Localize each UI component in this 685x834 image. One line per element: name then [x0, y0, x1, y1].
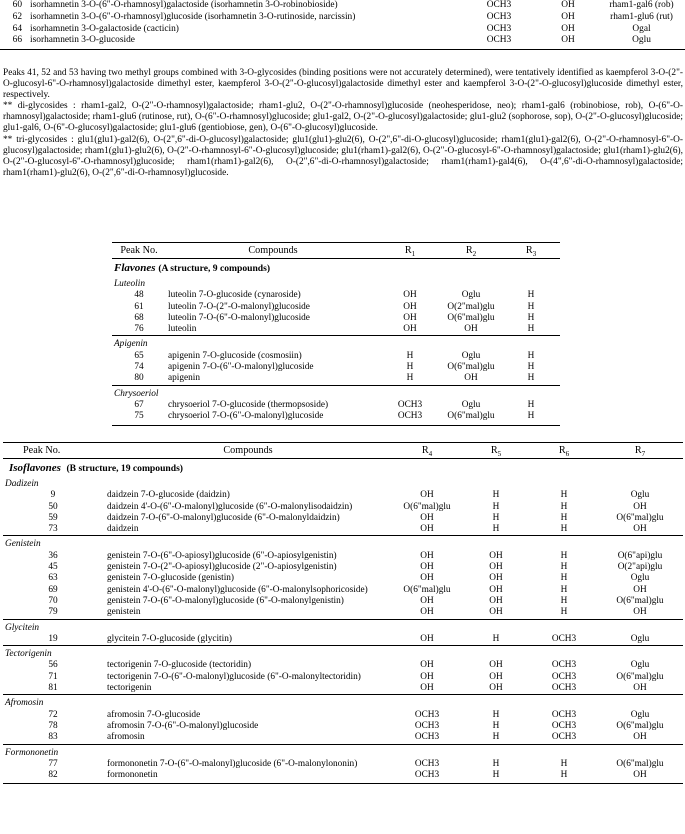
table-row [112, 400, 560, 411]
r4-value: OH [420, 660, 434, 671]
r7-value: OH [633, 732, 647, 743]
r3-value: H [527, 362, 535, 373]
r2-value: O(6"mal)glu [447, 362, 495, 373]
table-row [3, 524, 683, 536]
r5-value: OH [489, 595, 503, 606]
col-header-r1: $R_1$ [380, 243, 440, 259]
r3-value: H [527, 350, 535, 361]
compound-name: genistein 7-O-(6"-O-apiosyl)glucoside (6"-O-apiosylgenistin) [107, 550, 337, 561]
table-row [112, 362, 560, 373]
r7-value: O(6"mal)glu [616, 512, 664, 523]
group-row [3, 646, 683, 661]
peak-no: 65 [134, 350, 144, 361]
group-label: Dadizein [5, 479, 39, 489]
r5-value: OH [489, 671, 503, 682]
col-header-r2: $R_2$ [440, 243, 502, 259]
r5-value: H [492, 501, 500, 512]
compound-name: isorhamnetin 3-O-(6"-O-rhamnosyl)glucoside (isorhamnetin 3-O-rutinoside, narcissin) [30, 11, 356, 22]
compound-name: luteolin 7-O-(6"-O-malonyl)glucoside [168, 312, 310, 323]
r6-value: OCH3 [551, 683, 577, 694]
compound-name: afromosin 7-O-(6"-O-malonyl)glucoside [107, 720, 259, 731]
table-title-row [112, 259, 560, 277]
peak-no: 9 [50, 490, 56, 501]
peak-no: 19 [48, 633, 58, 644]
compound-name: daidzein 7-O-(6"-O-malonyl)glucoside (6"-O-malonyldaidzin) [107, 512, 340, 523]
peak-no: 63 [48, 573, 58, 584]
r7-value: OH [633, 683, 647, 694]
r6-value: H [560, 490, 568, 501]
r5-value: OH [489, 550, 503, 561]
compound-name: formononetin [103, 770, 393, 784]
table-row [0, 35, 685, 49]
r7-value: O(6"mal)glu [616, 595, 664, 606]
col-header-r7: $R_7$ [597, 443, 683, 459]
compound-name: genistein 7-O-glucoside (genistin) [107, 573, 235, 584]
r1-value: OCH3 [486, 0, 512, 10]
peak-no: 83 [48, 732, 58, 743]
r4-value: OCH3 [414, 709, 440, 720]
r4-value: OH [420, 683, 434, 694]
group-label: Afromosin [3, 695, 683, 710]
r1-value: OH [403, 290, 417, 301]
r6-value: H [560, 550, 568, 561]
table-row [0, 12, 685, 24]
table-row [112, 351, 560, 362]
r7-value: OH [633, 607, 647, 618]
r6-value: H [560, 524, 568, 535]
group-row [3, 744, 683, 759]
r7-value: O(6"mal)glu [616, 758, 664, 769]
di-glycosides-note: ** di-glycosides : rham1-gal2, O-(2"-O-rhamnosyl)galactoside; rham1-glu2, O-(2"-O-rhamnosyl)glucoside (neohesperidose, neo); rham1-gal6 (robinobiose, rob), O-(6"-O-rhamnosyl)galactoside; rham1-glu6 (rutinose, rut), O-(6"-O-rhamnosyl)glucoside; glu1-gal2, O-(2"-O-glucosyl)galactoside; glu1-glu2 (sophorose, sop), O-(2"-O-glucosyl)glucoside; glu1-gal6, O-(6"-O-glucosyl)galactoside; glu1-glu6 (gentiobiose, gen), O-(6"-O-glucosyl)glucoside. [3, 101, 683, 134]
compound-name: daidzein 7-O-glucoside (daidzin) [107, 490, 230, 501]
r4-value: OH [420, 595, 434, 606]
r3-value: rham1-glu6 (rut) [610, 11, 673, 22]
r6-value: OCH3 [551, 732, 577, 743]
r1-value: OCH3 [460, 35, 538, 49]
r4-value: OH [420, 671, 434, 682]
table-row [3, 660, 683, 671]
r6-value: OCH3 [551, 671, 577, 682]
col-header-compounds: Compounds [166, 243, 380, 259]
r1-value: OCH3 [380, 411, 440, 425]
isoflavones-table [3, 442, 683, 784]
r1-value: OH [403, 301, 417, 312]
r5-value: H [492, 709, 500, 720]
peak-no: 79 [48, 607, 58, 618]
compound-name: tectorigenin 7-O-glucoside (tectoridin) [107, 660, 252, 671]
peak-no: 82 [3, 770, 103, 784]
r3-value: H [527, 301, 535, 312]
peak-no: 77 [48, 758, 58, 769]
peak-no: 70 [48, 595, 58, 606]
r4-value: OCH3 [414, 720, 440, 731]
compound-name: isorhamnetin 3-O-glucoside [28, 35, 460, 49]
tri-glycosides-note: ** tri-glycosides : glu1(glu1)-gal2(6), O-(2",6"-di-O-glucosyl)galactoside; glu1(glu1)-glu2(6), O-(2",6"-di-O-glucosyl)glucoside; rham1(glu1)-gal2(6), O-(2"-O-rhamnosyl-6"-O-glucosyl)galactoside; rham1(glu1)-glu2(6), O-(2"-O-rhamnosyl-6"-O-glucosyl)glucoside; glu1(rham1)-gal2(6), O-(2"-O-glucosyl-6"-O-rhamnosyl)galactoside; glu1(rham1)-glu2(6), O-(2"-O-glucosyl-6"-O-rhamnosyl)glucoside; rham1(rham1)-gal2(6), O-(2",6"-di-O-rhamnosyl)galactoside; rham1(rham1)-gal4(6), O-(4",6"-di-O-rhamnosyl)galactoside; rham1(rham1)-glu2(6), O-(2",6"-di-O-rhamnosyl)glucoside. [3, 134, 683, 178]
group-label: Formononetin [3, 744, 683, 759]
col-header-peak: Peak No. [3, 443, 103, 459]
table-row [112, 313, 560, 324]
r7-value: Oglu [630, 573, 650, 584]
r3-value: H [527, 312, 535, 323]
table-row [3, 770, 683, 784]
peak-no: 45 [48, 562, 58, 573]
r7-value: OH [633, 584, 647, 595]
r4-value: O(6"mal)glu [403, 584, 451, 595]
r3-value: H [527, 373, 535, 384]
r6-value: OCH3 [551, 720, 577, 731]
r5-value: OH [489, 562, 503, 573]
peak-no: 67 [134, 399, 144, 410]
r2-value: Oglu [461, 399, 481, 410]
r2-value: OH [561, 23, 575, 34]
r1-value: OCH3 [397, 399, 423, 410]
r5-value: OH [489, 584, 503, 595]
compound-name: afromosin [107, 732, 145, 743]
compound-name: luteolin [168, 324, 197, 335]
peak-no: 81 [48, 683, 58, 694]
r5-value: H [492, 512, 500, 523]
r6-value: H [560, 501, 568, 512]
r5-value: OH [489, 683, 503, 694]
group-row [112, 385, 560, 400]
r6-value: H [560, 758, 568, 769]
group-label: Glycitein [3, 619, 683, 634]
r4-value: OH [420, 633, 434, 644]
r6-value: H [560, 573, 568, 584]
compound-name: genistein 4'-O-(6"-O-malonyl)glucoside (6"-O-malonylsophoricoside) [107, 584, 368, 595]
r2-value: OH [538, 35, 598, 49]
table-header-row [112, 243, 560, 259]
peak-no: 60 [12, 0, 22, 10]
table-row [3, 573, 683, 584]
r7-value: O(6"api)glu [617, 550, 663, 561]
peak-no: 78 [48, 720, 58, 731]
r1-value: OCH3 [486, 11, 512, 22]
table-row [0, 0, 685, 12]
compound-name: apigenin 7-O-glucoside (cosmosiin) [168, 350, 302, 361]
peak-no: 80 [134, 373, 144, 384]
compound-name: genistein [107, 607, 141, 618]
r5-value: H [461, 770, 531, 784]
r4-value: OH [420, 607, 434, 618]
r1-value: H [406, 373, 414, 384]
r2-value: Oglu [461, 350, 481, 361]
table-row [3, 562, 683, 573]
r4-value: O(6"mal)glu [403, 501, 451, 512]
r7-value: Oglu [630, 660, 650, 671]
group-label: Genistein [3, 536, 683, 551]
r3-value: H [502, 411, 560, 425]
r6-value: H [531, 770, 597, 784]
table-row [0, 24, 685, 36]
table-title: Isoflavones (B structure, 19 compounds) [9, 462, 184, 474]
group-row [3, 536, 683, 551]
r4-value: OH [420, 490, 434, 501]
col-header-peak: Peak No. [112, 243, 166, 259]
r4-value: OH [420, 524, 434, 535]
compound-name: genistein 7-O-(6"-O-malonyl)glucoside (6"-O-malonylgenistin) [107, 595, 344, 606]
group-row [3, 619, 683, 634]
peak-no: 48 [134, 290, 144, 301]
peak-no: 75 [112, 411, 166, 425]
r5-value: H [492, 720, 500, 731]
table-row [3, 596, 683, 607]
r3-value: rham1-gal6 (rob) [609, 0, 674, 10]
table-row [3, 490, 683, 501]
r3-value: Ogal [632, 23, 651, 34]
compound-name: chrysoeriol 7-O-(6"-O-malonyl)glucoside [166, 411, 380, 425]
compound-name: daidzein [107, 524, 139, 535]
r7-value: OH [633, 524, 647, 535]
group-row [112, 276, 560, 290]
r4-value: OH [420, 550, 434, 561]
group-row [112, 336, 560, 351]
r5-value: H [492, 758, 500, 769]
compound-name: glycitein 7-O-glucoside (glycitin) [107, 633, 232, 644]
r2-value: Oglu [461, 290, 481, 301]
footnotes [3, 68, 683, 179]
r7-value: OH [633, 501, 647, 512]
peak-no: 59 [48, 512, 58, 523]
r6-value: H [560, 584, 568, 595]
peak-no: 66 [0, 35, 28, 49]
table-row [112, 302, 560, 313]
peak-no: 64 [12, 23, 22, 34]
peak-no: 68 [134, 312, 144, 323]
peak-no: 56 [48, 660, 58, 671]
r5-value: H [492, 732, 500, 743]
r1-value: H [406, 362, 414, 373]
table-row [3, 607, 683, 619]
table-row [3, 759, 683, 770]
r5-value: H [492, 490, 500, 501]
r7-value: Oglu [630, 633, 650, 644]
r6-value: H [560, 607, 568, 618]
r7-value: OH [597, 770, 683, 784]
compound-name: luteolin 7-O-glucoside (cynaroside) [168, 290, 301, 301]
r4-value: OH [420, 562, 434, 573]
r7-value: O(2"api)glu [617, 562, 663, 573]
r7-value: O(6"mal)glu [616, 671, 664, 682]
r7-value: O(6"mal)glu [616, 720, 664, 731]
r2-value: OH [464, 373, 478, 384]
r6-value: H [560, 562, 568, 573]
table-row [3, 551, 683, 562]
peak-no: 69 [48, 584, 58, 595]
table-row [3, 502, 683, 513]
table-row [3, 585, 683, 596]
r4-value: OH [420, 512, 434, 523]
r4-value: OCH3 [414, 732, 440, 743]
peak-no: 50 [48, 501, 58, 512]
table-row [3, 683, 683, 695]
methyl-note: Peaks 41, 52 and 53 having two methyl groups combined with 3-O-glycosides (binding positions were not accurately determined), were tentatively identified as kaempferol 3-O-(2"-O-glucosyl-6"-O-rhamnosyl)galactoside dimethyl ester, kaempferol 3-O-(2"-O-glucosyl)galactoside dimethyl ester and kaempferol 3-O-(2"-O-glucosyl)glucoside dimethyl ester, respectively. [3, 68, 683, 101]
group-label: Apigenin [112, 336, 560, 351]
peak-no: 74 [134, 362, 144, 373]
r1-value: OCH3 [486, 23, 512, 34]
peak-no: 73 [48, 524, 58, 535]
r5-value: OH [489, 607, 503, 618]
r1-value: OH [403, 312, 417, 323]
peak-no: 62 [12, 11, 22, 22]
r6-value: OCH3 [551, 660, 577, 671]
r2-value: OH [561, 0, 575, 10]
peak-no: 61 [134, 301, 144, 312]
r3-value: Oglu [598, 35, 685, 49]
table-row [3, 732, 683, 744]
r5-value: H [492, 633, 500, 644]
group-row [3, 476, 683, 490]
compound-name: apigenin 7-O-(6"-O-malonyl)glucoside [168, 362, 314, 373]
table-row [112, 290, 560, 301]
r4-value: OCH3 [414, 758, 440, 769]
r2-value: OH [561, 11, 575, 22]
r7-value: Oglu [630, 709, 650, 720]
table-row [112, 411, 560, 425]
col-header-r5: $R_5$ [461, 443, 531, 459]
table-row [112, 373, 560, 385]
compound-name: isorhamnetin 3-O-galactoside (cacticin) [30, 23, 179, 34]
r6-value: H [560, 512, 568, 523]
compound-name: tectorigenin [107, 683, 152, 694]
compound-name: isorhamnetin 3-O-(6"-O-rhamnosyl)galactoside (isorhamnetin 3-O-robinobioside) [30, 0, 338, 10]
compound-name: formononetin 7-O-(6"-O-malonyl)glucoside (6"-O-malonylononin) [107, 758, 358, 769]
r1-value: OH [403, 324, 417, 335]
r2-value: OH [464, 324, 478, 335]
group-row [3, 695, 683, 710]
col-header-r3: $R_3$ [502, 243, 560, 259]
top-table-continuation [0, 0, 685, 50]
r6-value: OCH3 [551, 633, 577, 644]
r4-value: OH [420, 573, 434, 584]
r2-value: O(6"mal)glu [447, 312, 495, 323]
table-row [3, 634, 683, 646]
r3-value: H [527, 324, 535, 335]
r6-value: H [560, 595, 568, 606]
group-label: Chrysoeriol [112, 385, 560, 400]
table-title-row [3, 459, 683, 477]
col-header-compounds: Compounds [103, 443, 393, 459]
r5-value: OH [489, 660, 503, 671]
compound-name: apigenin [168, 373, 201, 384]
table-row [3, 721, 683, 732]
compound-name: tectorigenin 7-O-(6"-O-malonyl)glucoside (6"-O-malonyltectoridin) [107, 671, 361, 682]
r5-value: OH [489, 573, 503, 584]
r4-value: OCH3 [393, 770, 461, 784]
r2-value: O(6"mal)glu [440, 411, 502, 425]
col-header-r6: $R_6$ [531, 443, 597, 459]
table-row [112, 324, 560, 336]
compound-name: afromosin 7-O-glucoside [107, 709, 201, 720]
compound-name: genistein 7-O-(2"-O-apiosyl)glucoside (2"-O-apiosylgenistin) [107, 562, 337, 573]
table-row [3, 710, 683, 721]
compound-name: daidzein 4'-O-(6"-O-malonyl)glucoside (6"-O-malonylisodaidzin) [107, 501, 353, 512]
peak-no: 36 [48, 550, 58, 561]
peak-no: 72 [48, 709, 58, 720]
col-header-r4: $R_4$ [393, 443, 461, 459]
peak-no: 76 [134, 324, 144, 335]
compound-name: luteolin 7-O-(2"-O-malonyl)glucoside [168, 301, 310, 312]
group-label: Luteolin [114, 279, 145, 289]
r2-value: O(2"mal)glu [447, 301, 495, 312]
table-title: Flavones (A structure, 9 compounds) [114, 262, 271, 274]
table-row [3, 513, 683, 524]
r1-value: H [406, 350, 414, 361]
r5-value: H [492, 524, 500, 535]
r3-value: H [527, 399, 535, 410]
flavones-table [112, 242, 560, 426]
table-header-row [3, 443, 683, 459]
table-row [3, 672, 683, 683]
compound-name: chrysoeriol 7-O-glucoside (thermopsoside) [168, 399, 329, 410]
group-label: Tectorigenin [3, 646, 683, 661]
peak-no: 71 [48, 671, 58, 682]
r6-value: OCH3 [551, 709, 577, 720]
r7-value: Oglu [630, 490, 650, 501]
r3-value: H [527, 290, 535, 301]
